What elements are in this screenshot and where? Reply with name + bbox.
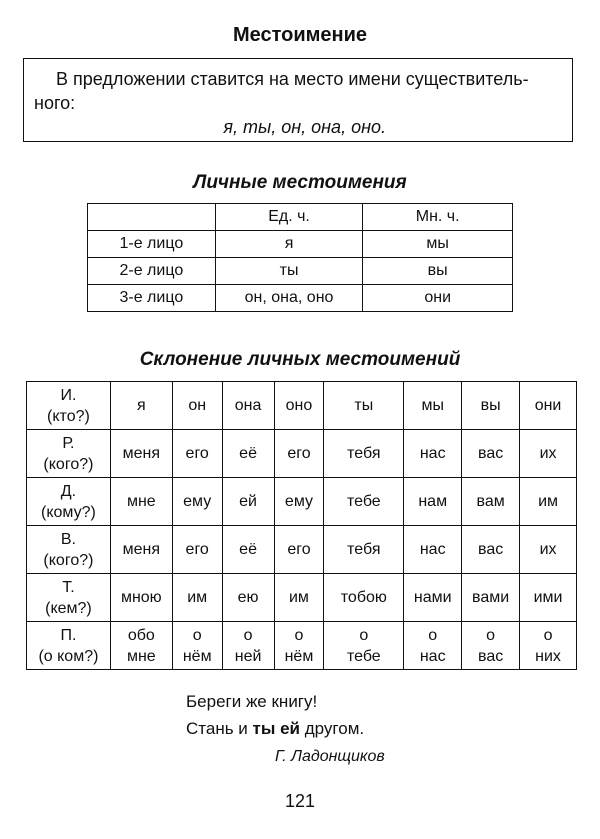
table-row: [88, 285, 513, 312]
page-title: Местоимение: [232, 24, 368, 46]
pronoun-cell: я: [110, 382, 172, 430]
table-row: [88, 231, 513, 258]
poem-author: Г. Ладонщиков: [275, 748, 385, 765]
singular-cell: он, она, оно: [215, 285, 363, 312]
plural-cell: они: [363, 285, 513, 312]
pronoun-cell: мне: [110, 478, 172, 526]
case-question: (кому?): [41, 503, 96, 521]
case-name: Р.: [62, 434, 75, 452]
pronoun-cell: их: [520, 430, 577, 478]
pronoun-cell: им: [172, 574, 222, 622]
poem-line-1: Береги же книгу!: [186, 692, 318, 711]
personal-pronouns-table: [87, 203, 513, 312]
preposition: о: [359, 626, 369, 644]
pronoun-cell: её: [222, 526, 274, 574]
pronoun-cell: её: [222, 430, 274, 478]
case-name: В.: [60, 530, 76, 548]
pronoun-cell: им: [274, 574, 324, 622]
pronoun-cell: мною: [110, 574, 172, 622]
case-question: (кого?): [43, 455, 94, 473]
case-label: [27, 526, 111, 574]
case-name: П.: [60, 626, 77, 644]
preposition: о: [294, 626, 304, 644]
pronoun-cell: она: [222, 382, 274, 430]
case-question: (кого?): [43, 551, 94, 569]
pronoun-cell: вам: [462, 478, 520, 526]
case-label: [27, 478, 111, 526]
pronoun-cell: тебя: [324, 430, 404, 478]
pronoun-cell: нам: [404, 478, 462, 526]
pronoun-cell: [462, 622, 520, 670]
pronoun-cell: им: [520, 478, 577, 526]
pronoun-cell: [172, 622, 222, 670]
case-label: [27, 430, 111, 478]
declension-title: Склонение личных местоимений: [139, 349, 461, 370]
poem-line-2-start: Стань и: [186, 719, 253, 738]
pronoun-cell: вас: [462, 526, 520, 574]
table-row: [27, 574, 577, 622]
case-label: [27, 622, 111, 670]
person-label: 3-е лицо: [88, 285, 216, 312]
case-question: (о ком?): [38, 647, 99, 665]
table-row: [27, 430, 577, 478]
case-question: (кем?): [45, 599, 92, 617]
pronoun-cell: [110, 622, 172, 670]
pronoun: нас: [419, 647, 446, 665]
pronoun-cell: нас: [404, 526, 462, 574]
case-name: И.: [60, 386, 77, 404]
preposition: о: [243, 626, 253, 644]
definition-examples: я, ты, он, она, оно.: [223, 117, 386, 137]
case-label: [27, 574, 111, 622]
case-name: Т.: [62, 578, 75, 596]
definition-box: [23, 58, 573, 142]
plural-cell: вы: [363, 258, 513, 285]
case-question: (кто?): [47, 407, 90, 425]
pronoun-cell: его: [172, 430, 222, 478]
pronoun-cell: ты: [324, 382, 404, 430]
pronoun: вас: [478, 647, 504, 665]
person-label: 2-е лицо: [88, 258, 216, 285]
preposition: о: [486, 626, 496, 644]
personal-pronouns-title: Личные местоимения: [193, 172, 407, 193]
poem-line-2: [186, 715, 364, 742]
pronoun: нём: [182, 647, 212, 665]
pronoun: них: [535, 647, 561, 665]
pronoun-cell: [404, 622, 462, 670]
case-label: [27, 382, 111, 430]
pronoun-cell: вас: [462, 430, 520, 478]
header-cell-singular: Ед. ч.: [215, 204, 363, 231]
pronoun: нём: [284, 647, 314, 665]
pronoun-cell: меня: [110, 430, 172, 478]
poem-line-2-bold: ты ей: [252, 719, 300, 738]
singular-cell: ты: [215, 258, 363, 285]
pronoun-cell: [520, 622, 577, 670]
preposition: о: [543, 626, 553, 644]
header-cell-plural: Мн. ч.: [363, 204, 513, 231]
pronoun-cell: вы: [462, 382, 520, 430]
table-row: [27, 382, 577, 430]
case-name: Д.: [60, 482, 77, 500]
declension-table: [26, 381, 577, 670]
pronoun-cell: тебе: [324, 478, 404, 526]
preposition: о: [192, 626, 202, 644]
pronoun-cell: [324, 622, 404, 670]
pronoun-cell: его: [274, 430, 324, 478]
pronoun-cell: ей: [222, 478, 274, 526]
pronoun-cell: тебя: [324, 526, 404, 574]
preposition: обо: [127, 626, 155, 644]
plural-cell: мы: [363, 231, 513, 258]
poem-line-2-end: другом.: [300, 719, 365, 738]
pronoun-cell: нами: [404, 574, 462, 622]
pronoun-cell: ему: [172, 478, 222, 526]
poem: [186, 688, 364, 742]
pronoun-cell: его: [274, 526, 324, 574]
pronoun-cell: они: [520, 382, 577, 430]
singular-cell: я: [215, 231, 363, 258]
page-number: 121: [284, 791, 316, 811]
pronoun-cell: [222, 622, 274, 670]
pronoun-cell: ею: [222, 574, 274, 622]
pronoun-cell: оно: [274, 382, 324, 430]
table-row: [88, 204, 513, 231]
pronoun-cell: его: [172, 526, 222, 574]
table-row: [27, 622, 577, 670]
pronoun-cell: их: [520, 526, 577, 574]
table-row: [88, 258, 513, 285]
pronoun-cell: меня: [110, 526, 172, 574]
person-label: 1-е лицо: [88, 231, 216, 258]
pronoun-cell: он: [172, 382, 222, 430]
pronoun-cell: ими: [520, 574, 577, 622]
pronoun-cell: тобою: [324, 574, 404, 622]
definition-text: В предложении ставится на место имени существитель-ного:: [34, 69, 529, 113]
table-row: [27, 478, 577, 526]
pronoun-cell: нас: [404, 430, 462, 478]
pronoun-cell: [274, 622, 324, 670]
pronoun-cell: мы: [404, 382, 462, 430]
pronoun: тебе: [346, 647, 381, 665]
pronoun-cell: вами: [462, 574, 520, 622]
pronoun-cell: ему: [274, 478, 324, 526]
preposition: о: [428, 626, 438, 644]
header-cell-empty: [88, 204, 216, 231]
table-row: [27, 526, 577, 574]
pronoun: ней: [234, 647, 262, 665]
pronoun: мне: [126, 647, 156, 665]
